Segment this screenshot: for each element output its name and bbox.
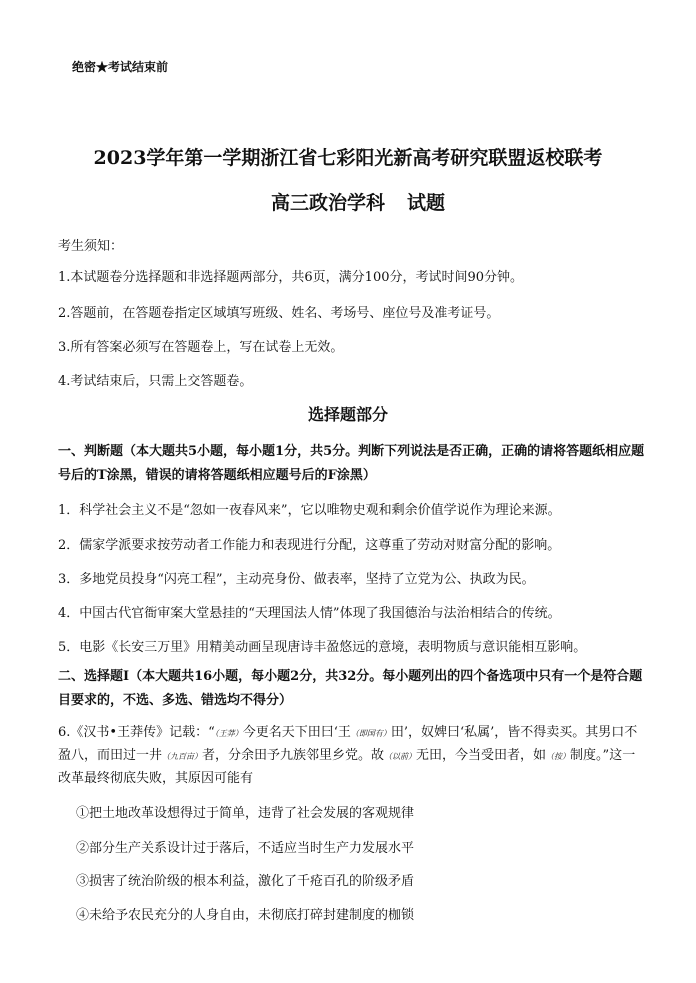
annotation: （以前） <box>384 752 417 761</box>
question-1: 1．科学社会主义不是“忽如一夜春风来”，它以唯物史观和剩余价值学说作为理论来源。 <box>58 503 561 518</box>
paper-label: 试题 <box>407 192 446 214</box>
confidential-mark: 绝密★考试结束前 <box>72 60 169 74</box>
part2-heading: 二、选择题Ⅰ（本大题共16小题，每小题2分，共32分。每小题列出的四个备选项中只有一个是符合题目要求的，不选、多选、错选均不得分） <box>58 669 643 708</box>
annotation: （即国有） <box>350 729 391 738</box>
notice-item: 1.本试题卷分选择题和非选择题两部分，共6页，满分100分，考试时间90分钟。 <box>58 270 524 285</box>
notice-item: 2.答题前，在答题卷指定区域填写班级、姓名、考场号、座位号及准考证号。 <box>58 306 500 321</box>
exam-subtitle <box>0 188 696 215</box>
part1-heading: 一、判断题（本大题共5小题，每小题1分，共5分。判断下列说法是否正确，正确的请将答题纸相应题号后的T涂黑，错误的请将答题纸相应题号后的F涂黑） <box>58 444 645 483</box>
question-5: 5．电影《长安三万里》用精美动画呈现唐诗丰盈悠远的意境，表明物质与意识能相互影响。 <box>58 640 587 655</box>
annotation: （王莽） <box>214 729 243 738</box>
option-3: ③损害了统治阶级的根本利益，激化了千疮百孔的阶级矛盾 <box>76 874 415 889</box>
question-6: 6.《汉书•王莽传》记载：“（王莽）今更名天下田曰‘王（即国有）田’，奴婢曰‘私属’，皆不得卖买。其男口不盈八，而田过一井（九百亩）者，分余田予九族邻里乡党。故（以前）无田，今当受田者，如（按）制度。”这一改革最终彻底失败，其原因可能有 <box>58 725 638 786</box>
option-2: ②部分生产关系设计过于落后，不适应当时生产力发展水平 <box>76 841 415 856</box>
notice-item: 4.考试结束后，只需上交答题卷。 <box>58 374 253 389</box>
question-2: 2．儒家学派要求按劳动者工作能力和表现进行分配，这尊重了劳动对财富分配的影响。 <box>58 538 561 553</box>
question-4: 4．中国古代官衙审案大堂悬挂的“天理国法人情”体现了我国德治与法治相结合的传统。 <box>58 606 561 621</box>
option-4: ④未给予农民充分的人身自由，未彻底打碎封建制度的枷锁 <box>76 908 415 923</box>
notice-item: 3.所有答案必须写在答题卷上，写在试卷上无效。 <box>58 340 344 355</box>
annotation: （按） <box>546 752 571 761</box>
exam-title: 2023学年第一学期浙江省七彩阳光新高考研究联盟返校联考 <box>93 147 603 169</box>
section-title: 选择题部分 <box>307 405 388 424</box>
notice-heading: 考生须知： <box>58 239 124 254</box>
option-1: ①把土地改革设想得过于简单，违背了社会发展的客观规律 <box>76 806 415 821</box>
question-3: 3．多地党员投身“闪亮工程”，主动亮身份、做表率，坚持了立党为公、执政为民。 <box>58 572 535 587</box>
subject-label: 高三政治学科 <box>270 192 385 214</box>
annotation: （九百亩） <box>162 752 203 761</box>
